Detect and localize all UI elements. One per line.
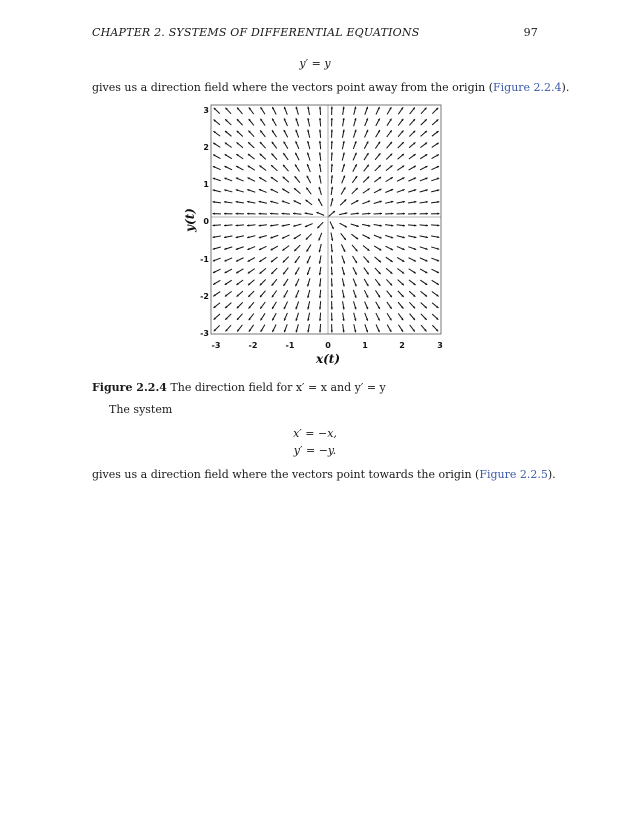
y-tick-label: 0 [203, 217, 209, 226]
field-arrow-head [331, 307, 333, 309]
field-arrow-head [224, 224, 226, 226]
system-eq-line2: y′ = −y. [293, 444, 337, 457]
x-tick-label: -1 [285, 341, 295, 350]
field-arrow-head [331, 285, 333, 287]
field-arrow-head [331, 164, 333, 166]
caption-label: Figure 2.2.4 [92, 381, 167, 394]
x-tick-label: 2 [399, 341, 405, 350]
paragraph-towards-text: gives us a direction field where the vectors point towards the origin ( [92, 468, 480, 481]
field-arrow-head [403, 213, 405, 215]
y-tick-label: 3 [203, 106, 209, 115]
field-arrow-head [331, 273, 333, 275]
field-arrow-head [368, 212, 370, 214]
field-arrow-head [247, 224, 249, 226]
field-arrow-head [213, 224, 215, 226]
y-axis-title: y(t) [183, 208, 197, 232]
x-tick-label: 0 [325, 341, 331, 350]
direction-field-figure [180, 100, 455, 370]
equation-y-prime: y′ = y [299, 57, 331, 70]
field-arrow-head [319, 141, 321, 143]
field-arrow-head [426, 213, 428, 215]
field-arrow-head [331, 262, 333, 264]
field-arrow-head [331, 118, 333, 120]
field-arrow-head [391, 213, 393, 215]
field-arrow-head [319, 307, 321, 309]
field-arrow-head [331, 152, 333, 154]
field-arrow-head [319, 118, 321, 120]
field-arrow-head [236, 213, 238, 215]
field-arrow-head [270, 213, 272, 215]
x-tick-label: 3 [437, 341, 443, 350]
chapter-title: CHAPTER 2. SYSTEMS OF DIFFERENTIAL EQUATIONS [92, 26, 420, 39]
field-arrow-head [331, 330, 333, 332]
y-tick-label: 2 [203, 143, 209, 152]
field-arrow-head [236, 224, 238, 226]
direction-field-arrows [213, 107, 440, 333]
field-arrow-head [319, 129, 321, 131]
field-arrow-head [414, 224, 416, 226]
x-tick-label: 1 [362, 341, 368, 350]
field-arrow-head [331, 319, 333, 321]
y-tick-label: -2 [200, 292, 209, 301]
system-eq-line1: x′ = −x, [293, 427, 337, 440]
field-arrow-head [437, 213, 439, 215]
x-tick-label: -2 [248, 341, 258, 350]
x-axis-title: x(t) [315, 352, 341, 366]
caption-text: The direction field for x′ = x and y′ = y [170, 381, 386, 394]
paragraph-away-text: gives us a direction field where the vectors point away from the origin ( [92, 81, 494, 94]
field-arrow-head [331, 129, 333, 131]
field-arrow-head [426, 224, 428, 226]
y-tick-label: 1 [203, 180, 209, 189]
field-arrow-head [331, 141, 333, 143]
field-arrow-head [414, 213, 416, 215]
field-arrow-head [380, 212, 382, 214]
x-tick-label: -3 [211, 341, 221, 350]
field-arrow-head [319, 107, 321, 109]
paragraph-towards-end: ). [547, 468, 556, 481]
field-arrow-head [331, 296, 333, 298]
paragraph-system: The system [109, 403, 173, 416]
figure-2-2-4-link[interactable]: Figure 2.2.4 [493, 81, 562, 94]
field-arrow-head [437, 224, 439, 226]
field-arrow-head [331, 175, 333, 177]
figure-caption [92, 381, 386, 394]
plot-frame [211, 105, 441, 334]
field-arrow-head [224, 213, 226, 215]
field-arrow-head [293, 212, 295, 214]
field-arrow-head [213, 213, 215, 215]
field-arrow-head [331, 107, 333, 109]
running-head [92, 26, 538, 39]
field-arrow-head [247, 213, 249, 215]
field-arrow-head [282, 212, 284, 214]
paragraph-towards [92, 468, 556, 481]
page-number: 97 [523, 26, 538, 39]
field-arrow-head [319, 296, 321, 298]
y-tick-label: -1 [200, 255, 209, 264]
field-arrow-head [319, 330, 321, 332]
figure-2-2-5-link[interactable]: Figure 2.2.5 [479, 468, 548, 481]
y-tick-label: -3 [200, 329, 209, 338]
field-arrow-head [319, 319, 321, 321]
paragraph-away-end: ). [561, 81, 570, 94]
paragraph-away [92, 81, 569, 94]
field-arrow-head [259, 213, 261, 215]
